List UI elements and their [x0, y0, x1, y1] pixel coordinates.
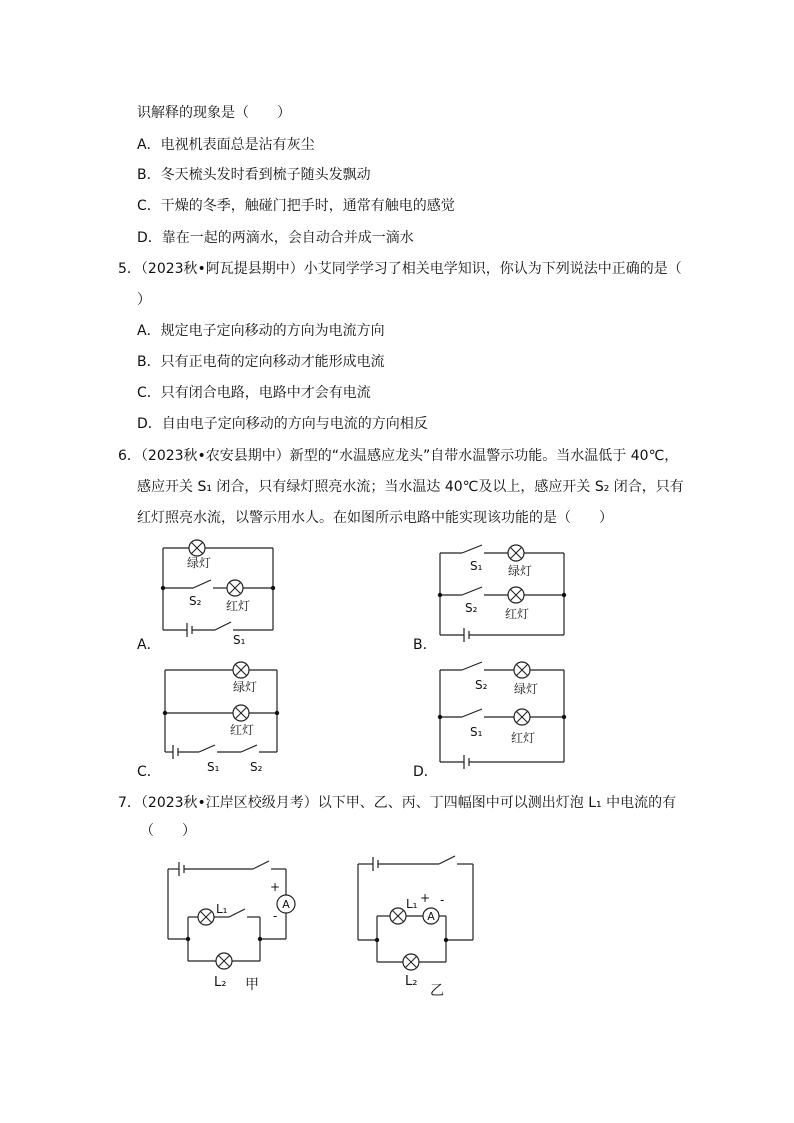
switch-s1-icon [215, 622, 231, 630]
label-l2: L₂ [214, 975, 227, 990]
circuit-jia-diagram [163, 857, 303, 977]
q5-option-b[interactable]: B．只有正电荷的定向移动才能形成电流 [137, 354, 385, 370]
label-green: 绿灯 [187, 556, 212, 570]
ammeter-symbol: A [427, 910, 435, 923]
q6-stem-line2: 感应开关 S₁ 闭合，只有绿灯照亮水流；当水温达 40℃及以上，感应开关 S₂ 闭合，只有 [137, 479, 684, 495]
q6-option-a-label[interactable]: A． [137, 637, 161, 653]
circuit-d-diagram [432, 662, 572, 770]
switch-s1-icon [462, 545, 482, 553]
ammeter-plus: + [270, 880, 281, 894]
ammeter-plus: + [420, 891, 431, 905]
label-s2: S₂ [475, 678, 488, 692]
label-green: 绿灯 [508, 564, 533, 578]
q4-option-a[interactable]: A．电视机表面总是沾有灰尘 [137, 137, 315, 153]
q6-stem-line3: 红灯照亮水流，以警示用水人。在如图所示电路中能实现该功能的是（ ） [137, 510, 613, 526]
label-green: 绿灯 [514, 682, 539, 696]
ammeter-minus: - [440, 893, 445, 907]
switch-s2-icon [462, 587, 482, 595]
switch-s1-icon [462, 709, 482, 717]
figure-label-yi: 乙 [430, 983, 444, 999]
label-s1: S₁ [207, 760, 220, 774]
q7-stem: 7．（2023秋•江岸区校级月考）以下甲、乙、丙、丁四幅图中可以测出灯泡 L₁ 中电流的有 [118, 795, 677, 811]
switch-l1-icon [229, 909, 245, 917]
ammeter-minus: - [273, 909, 278, 923]
q4-option-d[interactable]: D．靠在一起的两滴水，会自动合并成一滴水 [137, 230, 414, 246]
label-s2: S₂ [250, 760, 263, 774]
q5-option-c[interactable]: C．只有闭合电路，电路中才会有电流 [137, 385, 371, 401]
label-s1: S₁ [470, 725, 483, 739]
label-s2: S₂ [189, 594, 202, 608]
q6-option-b-label[interactable]: B． [413, 637, 437, 653]
q4-stem-tail: 识解释的现象是（ ） [137, 105, 291, 121]
label-l2: L₂ [405, 974, 418, 989]
q7-stem-end: （ ） [140, 823, 196, 839]
switch-s2-icon [241, 745, 257, 752]
switch-s2-icon [462, 662, 482, 670]
label-s1: S₁ [470, 559, 483, 573]
switch-icon [439, 856, 455, 864]
label-s2: S₂ [465, 601, 478, 615]
label-red: 红灯 [226, 599, 251, 613]
figure-label-jia: 甲 [245, 977, 259, 993]
label-l1: L₁ [406, 897, 418, 911]
switch-s2-icon [193, 580, 211, 588]
label-red: 红灯 [505, 607, 530, 621]
ammeter-symbol: A [282, 898, 290, 911]
q4-option-b[interactable]: B．冬天梳头发时看到梳子随头发飘动 [137, 167, 371, 183]
label-green: 绿灯 [233, 680, 258, 694]
label-red: 红灯 [511, 731, 536, 745]
circuit-yi-diagram [353, 852, 493, 972]
circuit-a-diagram [155, 538, 285, 648]
label-l1: L₁ [216, 902, 228, 916]
circuit-c-diagram [157, 660, 287, 765]
label-s1: S₁ [233, 633, 246, 647]
q6-stem-line1: 6．（2023秋•农安县期中）新型的“水温感应龙头”自带水温警示功能。当水温低于 40℃， [118, 448, 679, 464]
q5-stem-end: ） [137, 292, 151, 308]
q6-option-c-label[interactable]: C． [137, 764, 161, 780]
q5-option-d[interactable]: D．自由电子定向移动的方向与电流的方向相反 [137, 416, 428, 432]
q4-option-c[interactable]: C．干燥的冬季，触碰门把手时，通常有触电的感觉 [137, 198, 455, 214]
circuit-b-diagram [432, 545, 572, 645]
q6-option-d-label[interactable]: D． [413, 764, 438, 780]
q5-option-a[interactable]: A．规定电子定向移动的方向为电流方向 [137, 323, 385, 339]
label-red: 红灯 [230, 723, 255, 737]
switch-icon [253, 861, 269, 869]
switch-s1-icon [199, 745, 215, 752]
q5-stem: 5．（2023秋•阿瓦提县期中）小艾同学学习了相关电学知识，你认为下列说法中正确的是（ [118, 261, 682, 277]
